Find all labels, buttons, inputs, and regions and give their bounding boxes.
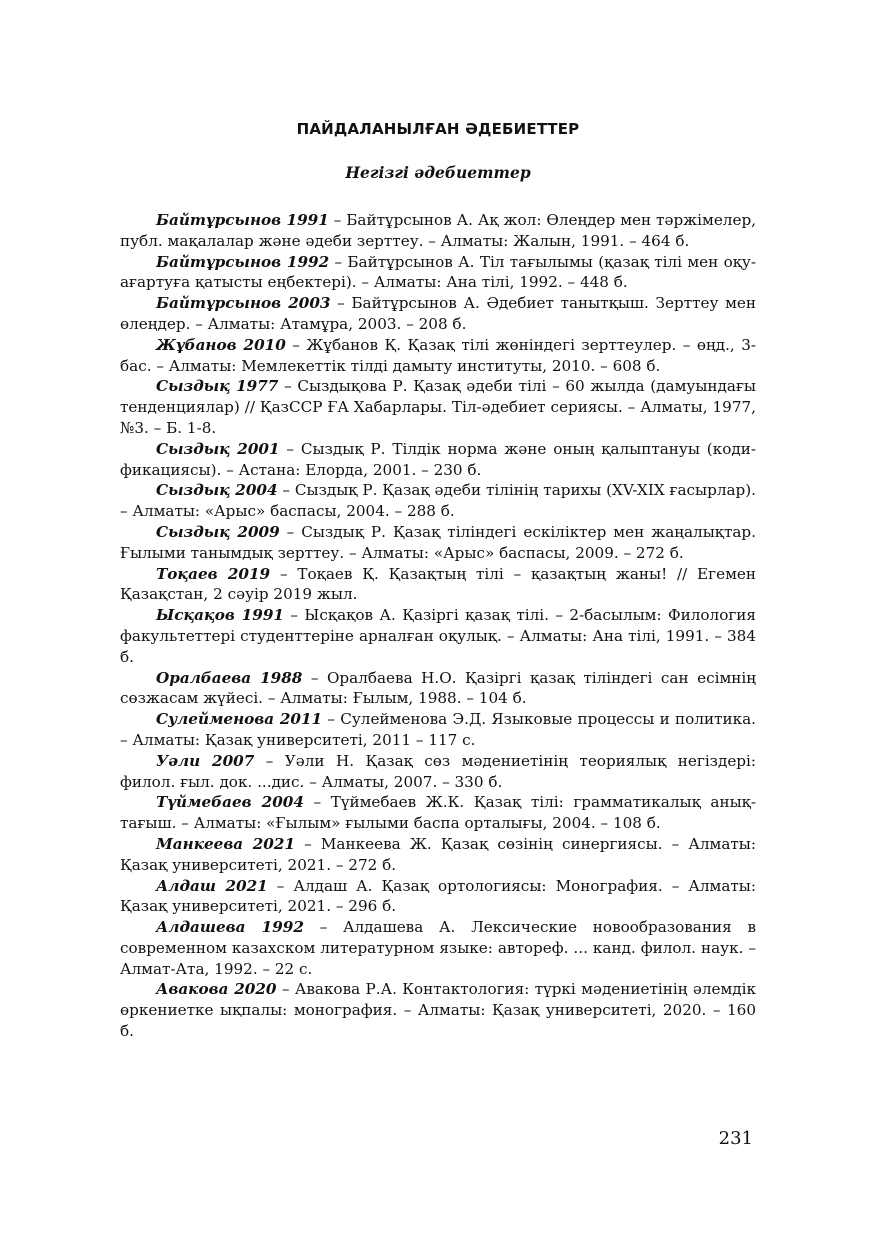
bibliography-entry [120, 709, 756, 751]
page-number: 231 [718, 1128, 753, 1149]
entry-key: Байтұрсынов 1991 [156, 211, 329, 229]
entry-key: Авакова 2020 [156, 980, 277, 999]
bibliography-entry [120, 376, 756, 438]
entry-text: – Тоқаев Қ. Қазақтың тілі – қазақтың жаны! // Егемен Қазақстан, 2 сәуір 2019 жыл. [120, 564, 756, 604]
entry-text: – Жұбанов Қ. Қазақ тілі жөніндегі зерттеулер. – өңд., 3-бас. – Алматы: Мемлекеттік тілді дамыту институты, 2010. – 608 б. [120, 335, 756, 375]
entry-key: Алдаш 2021 [156, 876, 268, 895]
bibliography-entry [120, 522, 756, 564]
entry-key: Ысқақов 1991 [156, 606, 284, 625]
entry-text: – Түймебаев Ж.К. Қазақ тілі: грамматикалық анықтағыш. – Алматы: «Ғылым» ғылыми баспа орталығы, 2004. – 108 б. [120, 793, 756, 833]
entry-key: Сыздық 2004 [156, 481, 278, 500]
entry-key: Сыздық 1977 [156, 377, 279, 396]
entry-text: – Сулейменова Э.Д. Языковые процессы и политика. – Алматы: Қазақ университеті, 2011 – 117 с. [120, 710, 756, 749]
entry-key: Манкеева 2021 [156, 834, 296, 853]
bibliography-list [120, 210, 756, 1042]
entry-text: – Алдаш А. Қазақ ортологиясы: Монография. – Алматы: Қазақ университеті, 2021. – 296 б. [120, 876, 757, 916]
entry-key: Тоқаев 2019 [156, 564, 271, 583]
bibliography-entry [120, 335, 756, 377]
entry-text: – Сыздық Р. Қазақ тіліндегі ескіліктер мен жаңалықтар. Ғылыми танымдық зерттеу. – Алматы: «Арыс» баспасы, 2009. – 272 б. [120, 522, 756, 562]
entry-text: – Байтұрсынов А. Тіл тағылымы (қазақ тілі мен оқу-ағартуға қатысты еңбектері). – Алматы: Ана тілі, 1992. – 448 б. [120, 252, 756, 292]
entry-key: Сулейменова 2011 [156, 710, 323, 729]
bibliography-entry [120, 979, 756, 1041]
entry-text: – Манкеева Ж. Қазақ сөзінің синергиясы. – Алматы: Қазақ университеті, 2021. – 272 б. [120, 834, 756, 874]
entry-text: – Байтұрсынов А. Ақ жол: Өлеңдер мен тәржімелер, публ. мақалалар және әдеби зерттеу. – Алматы: Жалын, 1991. – 464 б. [120, 211, 756, 250]
entry-text: – Алдашева А. Лексические новообразования в современном казахском литературном языке: автореф. ... канд. филол. наук. – Алмат-Ата, 1992. – 22 с. [120, 918, 756, 978]
entry-key: Уәли 2007 [156, 751, 255, 770]
entry-text: – Ысқақов А. Қазіргі қазақ тілі. – 2-басылым: Филология факультеттері студенттеріне арналған оқулық. – Алматы: Ана тілі, 1991. – 384 б. [120, 606, 757, 666]
entry-key: Байтұрсынов 2003 [156, 294, 331, 313]
page-content [120, 118, 756, 1042]
entry-text: – Оралбаева Н.О. Қазіргі қазақ тіліндегі сан есімнің сөзжасам жүйесі. – Алматы: Ғылым, 1988. – 104 б. [120, 668, 756, 708]
bibliography-entry [120, 751, 756, 793]
entry-key: Жұбанов 2010 [156, 335, 286, 354]
entry-text: – Байтұрсынов А. Әдебиет танытқыш. Зерттеу мен өлеңдер. – Алматы: Атамұра, 2003. – 208 б. [120, 294, 756, 333]
bibliography-entry [120, 605, 756, 667]
entry-text: – Сыздық Р. Тілдік норма және оның қалыптануы (кодификациясы). – Астана: Елорда, 2001. – 230 б. [120, 439, 756, 479]
bibliography-entry [120, 480, 756, 522]
bibliography-entry [120, 834, 756, 876]
bibliography-entry [120, 210, 756, 252]
entry-text: – Уәли Н. Қазақ сөз мәдениетінің теориялық негіздері: филол. ғыл. док. ...дис. – Алматы, 2007. – 330 б. [120, 751, 756, 791]
section-subtitle: Негізгі әдебиеттер [345, 163, 531, 182]
bibliography-entry [120, 252, 756, 294]
bibliography-entry [120, 668, 756, 710]
entry-key: Түймебаев 2004 [156, 793, 304, 812]
bibliography-entry [120, 792, 756, 834]
bibliography-entry [120, 876, 756, 918]
page-title: ПАЙДАЛАНЫЛҒАН ӘДЕБИЕТТЕР [296, 120, 580, 138]
entry-key: Алдашева 1992 [156, 918, 304, 937]
entry-text: – Сыздықова Р. Қазақ әдеби тілі – 60 жылда (дамуындағы тенденциялар) // ҚазССР ҒА Хабарлары. Тіл-әдебиет сериясы. – Алматы, 1977, №3. – Б. 1-8. [120, 377, 756, 437]
bibliography-entry [120, 439, 756, 481]
entry-key: Сыздық 2001 [156, 439, 280, 458]
bibliography-entry [120, 564, 756, 606]
bibliography-entry [120, 917, 756, 979]
entry-key: Сыздық 2009 [156, 522, 280, 541]
bibliography-entry [120, 293, 756, 335]
entry-text: – Сыздық Р. Қазақ әдеби тілінің тарихы (XV-XIX ғасырлар). – Алматы: «Арыс» баспасы, 2004. – 288 б. [120, 481, 756, 521]
entry-key: Оралбаева 1988 [156, 668, 303, 687]
entry-key: Байтұрсынов 1992 [156, 252, 330, 271]
entry-text: – Авакова Р.А. Контактология: түркі мәдениетінің әлемдік өркениетке ықпалы: монография. – Алматы: Қазақ университеті, 2020. – 160 б. [120, 980, 756, 1041]
